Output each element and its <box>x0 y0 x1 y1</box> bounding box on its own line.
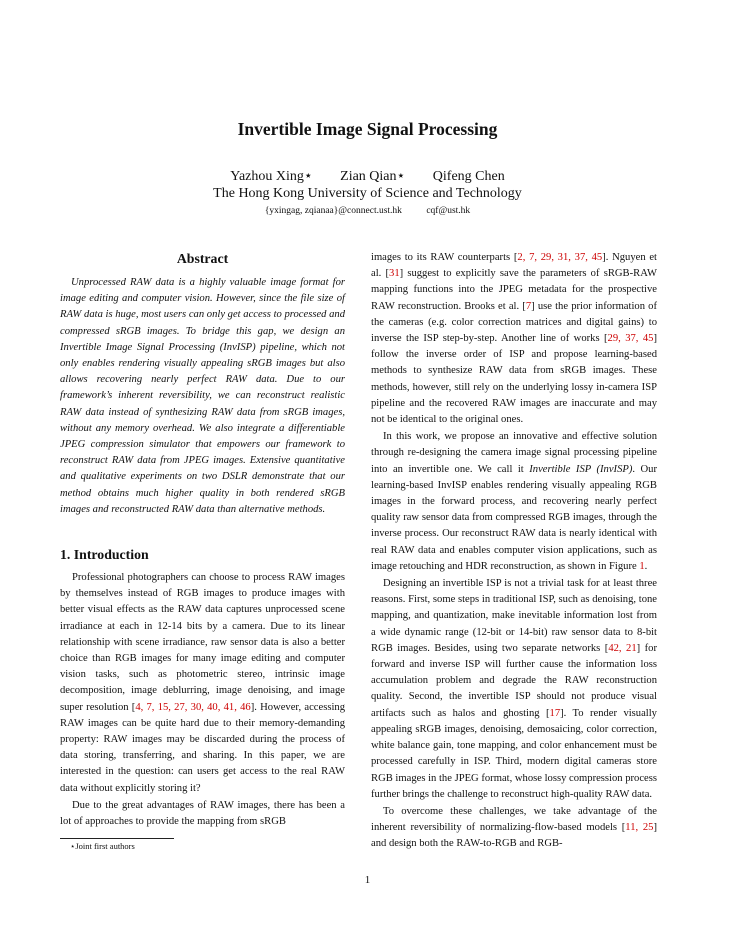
left-column <box>60 250 345 831</box>
citation-link[interactable]: 2, 7, 29, 31, 37, 45 <box>517 252 603 263</box>
author-name: Zian Qian⋆ <box>340 169 406 184</box>
citation-link[interactable]: 17 <box>549 707 561 719</box>
author-name: Yazhou Xing⋆ <box>230 169 313 184</box>
paper-title: Invertible Image Signal Processing <box>237 119 498 139</box>
text-run: ]. To render visually appealing sRGB images, denoising, demosaicing, color correction, white balance gain, tone mapping, and color enhancement must be processed carefully in ISP. Third, modern digital cameras store RGB images in the JPEG format, whose lossy compression process further brings the challenge to reconstruct high-quality RAW data. <box>371 707 658 800</box>
author-name: Qifeng Chen <box>432 169 505 184</box>
text-run: ] follow the inverse order of ISP and propose learning-based methods to synthesize RAW data from sRGB images. These methods, however, still rely on the underlying lossy in-camera ISP pipeline and the recovered RAW images are inaccurate and may not be identical to the original ones. <box>371 333 657 426</box>
affiliation: The Hong Kong University of Science and Technology <box>213 186 522 201</box>
citation-link[interactable]: 7 <box>525 300 532 312</box>
abstract-heading: Abstract <box>176 251 229 266</box>
abstract-text: Unprocessed RAW data is a highly valuable image format for image editing and computer vision. However, since the file size of RAW data is huge, most users can only get access to processed and compressed sRGB images. To bridge this gap, we design an Invertible Image Signal Processing (InvISP) pipeline, which not only enables rendering visually appealing sRGB images but also allows recovering nearly perfect RAW data. Due to our framework’s inherent reversibility, we can reconstruct realistic RAW data instead of synthesizing RAW data from sRGB images, without any memory overhead. We also integrate a differentiable JPEG compression simulator that empowers our framework to reconstruct RAW data from JPEG images. Extensive quantitative and qualitative experiments on two DSLR demonstrate that our method obtains much higher quality in both rendered sRGB images and reconstructed RAW data than alternative methods. <box>60 277 345 515</box>
paragraph <box>371 804 657 853</box>
text-run: ]. However, accessing RAW images can be quite hard due to their memory-demanding property: RAW images may be discarded during the process of data storing, transferring, and sharing. In this paper, we are interested in the question: can users get access to the real RAW data without explicitly storing it? <box>60 701 345 794</box>
footnote: ⋆Joint first authors <box>70 841 135 851</box>
figure-link[interactable]: 1 <box>639 560 645 572</box>
right-column <box>371 250 657 854</box>
email: {yxingag, zqianaa}@connect.ust.hk <box>264 206 402 216</box>
email: cqf@ust.hk <box>426 206 471 216</box>
paragraph <box>371 250 657 428</box>
footnote-rule <box>60 838 174 839</box>
text-run: ] use the prior information of the cameras (e.g. color correction matrices and digital gains) to inverse the ISP step-by-step. Another line of works [ <box>371 300 657 345</box>
citation-link[interactable]: 42, 21 <box>608 642 637 654</box>
citation-link[interactable]: 4, 7, 15, 27, 30, 40, 41, 46 <box>135 701 251 713</box>
text-run: images to its RAW counterparts [ <box>371 252 518 263</box>
page-number: 1 <box>364 874 371 886</box>
text-run: Professional photographers can choose to process RAW images by themselves instead of RGB images to produce images with better visual effects as the RAW data captures unprocessed scene irradiance at each in 12-14 bits by a camera. Due to its linear relationship with scene irradiance, raw sensor data is also a better choice than RGB images for many image editing and computer vision tasks, such as photometric stereo, intrinsic image decomposition, image deblurring, image denoising, and image super resolution [ <box>60 572 345 713</box>
text-run: ] for forward and inverse ISP will further cause the information loss accumulation problem and degrade the RAW reconstruction quality. Second, the invertible ISP should not produce visual artifacts such as halos and ghosting [ <box>371 642 658 719</box>
section-heading-introduction: 1. Introduction <box>60 547 149 563</box>
author-emails <box>0 206 735 216</box>
paragraph <box>60 570 345 797</box>
author-list <box>0 168 735 185</box>
paragraph <box>371 429 657 575</box>
text-run: . Our learning-based InvISP enables rendering visually appealing RGB images in the forward process, and recovering nearly perfect quality raw sensor data from compressed RGB images, through the inverse process. Our reconstruct RAW data is nearly identical with real RAW data and enables computer vision applications, such as image retouching and HDR reconstruction, as shown in Figure <box>371 463 657 572</box>
text-run: ] and design both the RAW-to-RGB and RGB- <box>371 822 657 850</box>
paragraph: Due to the great advantages of RAW images, there has been a lot of approaches to provide the mapping from sRGB <box>60 799 345 828</box>
citation-link[interactable]: 11, 25 <box>625 822 654 834</box>
text-run: ]. Nguyen et al. [ <box>371 252 657 280</box>
text-run: In this work, we propose an innovative and effective solution through re-designing the camera image signal processing pipeline into an invertible one. We call it <box>371 431 657 475</box>
method-name: Invertible ISP (InvISP) <box>529 463 633 475</box>
text-run: . <box>644 560 648 572</box>
citation-link[interactable]: 31 <box>389 268 400 280</box>
text-run: ] suggest to explicitly save the parameters of sRGB-RAW mapping functions into the JPEG metadata for the prospective RAW reconstruction. Brooks et al. [ <box>371 268 657 312</box>
text-run: To overcome these challenges, we take advantage of the inherent reversibility of normalizing-flow-based models [ <box>371 805 657 834</box>
text-run: Designing an invertible ISP is not a trivial task for at least three reasons. First, some steps in traditional ISP, such as denoising, tone mapping, and quantization, make inevitable information lost from a wide dynamic range (12-bit or 14-bit) raw sensor data to 8-bit RGB images. Besides, using two separate networks [ <box>371 578 657 654</box>
paragraph <box>371 576 657 803</box>
citation-link[interactable]: 29, 37, 45 <box>607 333 654 345</box>
